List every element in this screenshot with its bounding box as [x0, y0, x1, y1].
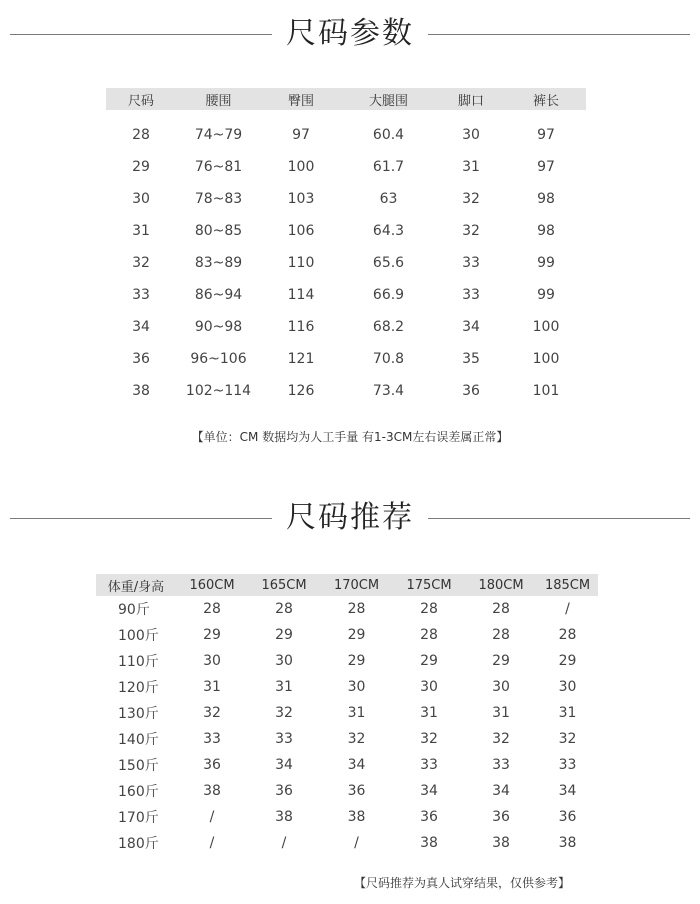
table-cell: 61.7	[372, 159, 405, 175]
table-cell: 100	[532, 319, 560, 335]
table-cell: 34	[492, 783, 510, 799]
table-cell: 30	[492, 679, 510, 695]
size-recommend-title: 尺码推荐	[286, 500, 414, 535]
table-cell: 29	[420, 653, 438, 669]
table-cell: 36	[420, 809, 438, 825]
table-row	[106, 375, 586, 407]
table-cell: 29	[132, 159, 150, 175]
table-cell: 30	[275, 653, 293, 669]
table-cell: 34	[420, 783, 438, 799]
table-row	[106, 110, 586, 151]
table-cell: 28	[275, 601, 293, 617]
header-cell: 185CM	[544, 577, 591, 593]
table-cell: 101	[532, 383, 560, 399]
table-cell: 32	[347, 731, 366, 747]
table-cell: 29	[203, 627, 221, 643]
table-cell: 31	[275, 679, 293, 695]
divider-line	[428, 34, 690, 35]
table-cell: 36	[203, 757, 221, 773]
table-cell: 32	[203, 705, 221, 721]
header-cell: 180CM	[478, 577, 524, 593]
table-cell: 114	[287, 287, 315, 303]
table-cell: 32	[462, 223, 480, 239]
header-cell: 165CM	[261, 577, 307, 593]
table-cell: 64.3	[372, 223, 405, 239]
table-cell: 36	[132, 351, 150, 367]
divider-line	[10, 34, 272, 35]
table-row	[106, 311, 586, 343]
table-cell: 35	[462, 351, 480, 367]
table-cell: 34	[275, 757, 293, 773]
table-cell: 96~106	[190, 351, 247, 367]
table-cell: 36	[462, 383, 480, 399]
table-cell: 83~89	[194, 255, 243, 271]
table-cell: 33	[420, 757, 438, 773]
table-cell: 29	[347, 627, 366, 643]
table-cell: 29	[492, 653, 510, 669]
table-cell: 28	[132, 127, 150, 143]
divider-line	[428, 518, 690, 519]
table-cell: 116	[287, 319, 315, 335]
table-cell: 31	[558, 705, 577, 721]
table-cell: 100	[287, 159, 315, 175]
table-cell: 29	[558, 653, 577, 669]
table-cell: 31	[347, 705, 366, 721]
table-cell: 30	[203, 653, 221, 669]
table-cell: 103	[287, 191, 315, 207]
table-cell: 36	[558, 809, 577, 825]
table-cell: 28	[558, 627, 577, 643]
table-row	[96, 674, 598, 700]
table-cell: 66.9	[372, 287, 405, 303]
table-cell: 30	[558, 679, 577, 695]
table-row	[96, 596, 598, 622]
header-cell: 尺码	[127, 93, 154, 109]
table-cell: 110斤	[118, 654, 159, 670]
table-cell: 34	[462, 319, 480, 335]
header-cell: 脚口	[457, 93, 484, 109]
table-row	[96, 700, 598, 726]
table-cell: 31	[492, 705, 510, 721]
table-cell: 120斤	[118, 680, 159, 696]
size-recommend-note: 【尺码推荐为真人试穿结果，仅供参考】	[354, 876, 571, 890]
table-cell: 30	[420, 679, 438, 695]
table-cell: 28	[492, 601, 510, 617]
table-cell: 90~98	[194, 319, 243, 335]
table-cell: 30	[462, 127, 480, 143]
table-cell: 60.4	[372, 127, 405, 143]
table-cell: /	[209, 835, 215, 851]
header-cell: 160CM	[189, 577, 235, 593]
table-row	[106, 215, 586, 247]
table-cell: 65.6	[372, 255, 405, 271]
size-params-title: 尺码参数	[286, 16, 414, 51]
table-cell: 36	[275, 783, 293, 799]
table-cell: 32	[492, 731, 510, 747]
table-cell: 31	[132, 223, 150, 239]
table-cell: /	[565, 601, 570, 617]
table-cell: 70.8	[372, 351, 405, 367]
table-cell: 170斤	[118, 810, 159, 826]
table-cell: 73.4	[372, 383, 405, 399]
table-cell: 90斤	[118, 602, 150, 618]
table-cell: 28	[347, 601, 366, 617]
table-row	[106, 151, 586, 183]
table-cell: 33	[492, 757, 510, 773]
table-row	[96, 830, 598, 856]
table-cell: 98	[537, 191, 555, 207]
size-recommend-header	[0, 488, 700, 548]
table-cell: 34	[558, 783, 577, 799]
table-cell: 74~79	[194, 127, 243, 143]
header-cell: 臀围	[287, 93, 314, 109]
header-cell: 裤长	[532, 93, 559, 109]
table-cell: 97	[537, 127, 555, 143]
table-cell: 34	[132, 319, 150, 335]
size-params-note: 【单位：CM 数据均为人工手量 有1-3CM左右误差属正常】	[191, 430, 509, 444]
table-row	[96, 648, 598, 674]
table-cell: 160斤	[118, 784, 159, 800]
table-cell: 140斤	[118, 732, 159, 748]
table-cell: 32	[420, 731, 438, 747]
table-cell: 36	[347, 783, 366, 799]
divider-line	[10, 518, 272, 519]
table-cell: 29	[347, 653, 366, 669]
table-cell: 97	[537, 159, 555, 175]
table-row	[96, 726, 598, 752]
table-cell: 33	[275, 731, 293, 747]
table-cell: 32	[132, 255, 150, 271]
table-cell: 180斤	[118, 836, 159, 852]
table-cell: 110	[287, 255, 315, 271]
table-cell: 100	[532, 351, 560, 367]
table-cell: 34	[347, 757, 366, 773]
table-cell: 121	[287, 351, 315, 367]
table-header-row	[106, 88, 586, 110]
table-cell: 38	[347, 809, 366, 825]
table-cell: 68.2	[372, 319, 405, 335]
header-cell: 大腿围	[368, 93, 408, 109]
table-cell: 30	[347, 679, 366, 695]
table-cell: 28	[420, 601, 438, 617]
table-cell: 126	[287, 383, 315, 399]
table-cell: 33	[203, 731, 221, 747]
table-cell: 99	[537, 287, 555, 303]
table-cell: 106	[287, 223, 315, 239]
table-cell: 31	[420, 705, 438, 721]
size-params-table	[106, 88, 586, 407]
table-cell: 86~94	[194, 287, 243, 303]
table-cell: 38	[203, 783, 221, 799]
table-cell: 33	[132, 287, 150, 303]
table-row	[106, 279, 586, 311]
table-cell: 30	[132, 191, 150, 207]
table-cell: 80~85	[194, 223, 243, 239]
table-cell: 38	[132, 383, 150, 399]
table-cell: 76~81	[194, 159, 243, 175]
table-cell: 29	[275, 627, 293, 643]
table-cell: 33	[462, 255, 480, 271]
table-row	[106, 247, 586, 279]
table-cell: 33	[558, 757, 577, 773]
table-cell: 150斤	[118, 758, 159, 774]
table-cell: /	[281, 835, 287, 851]
table-header-row	[96, 574, 598, 596]
table-cell: 78~83	[194, 191, 243, 207]
table-cell: 63	[379, 191, 398, 207]
table-row	[106, 343, 586, 375]
header-cell: 175CM	[406, 577, 452, 593]
size-recommend-table	[96, 574, 598, 856]
table-row	[106, 183, 586, 215]
table-cell: 36	[492, 809, 510, 825]
table-cell: 31	[462, 159, 480, 175]
table-cell: 97	[292, 127, 310, 143]
table-row	[96, 752, 598, 778]
table-cell: 38	[275, 809, 293, 825]
table-cell: 100斤	[118, 628, 159, 644]
table-row	[96, 804, 598, 830]
table-cell: 32	[275, 705, 293, 721]
table-cell: 38	[492, 835, 510, 851]
table-cell: /	[354, 835, 359, 851]
table-cell: /	[209, 809, 215, 825]
table-cell: 33	[462, 287, 480, 303]
header-cell: 170CM	[333, 577, 380, 593]
table-cell: 32	[558, 731, 577, 747]
table-cell: 38	[558, 835, 577, 851]
header-cell: 腰围	[205, 93, 232, 109]
table-row	[96, 622, 598, 648]
table-cell: 28	[420, 627, 438, 643]
table-cell: 31	[203, 679, 221, 695]
table-cell: 28	[492, 627, 510, 643]
table-cell: 102~114	[185, 383, 252, 399]
table-cell: 130斤	[118, 706, 159, 722]
table-cell: 38	[420, 835, 438, 851]
table-cell: 99	[537, 255, 555, 271]
size-params-header	[0, 4, 700, 64]
table-cell: 98	[537, 223, 555, 239]
table-cell: 28	[203, 601, 221, 617]
table-cell: 32	[462, 191, 480, 207]
header-cell: 体重/身高	[107, 579, 165, 595]
table-row	[96, 778, 598, 804]
